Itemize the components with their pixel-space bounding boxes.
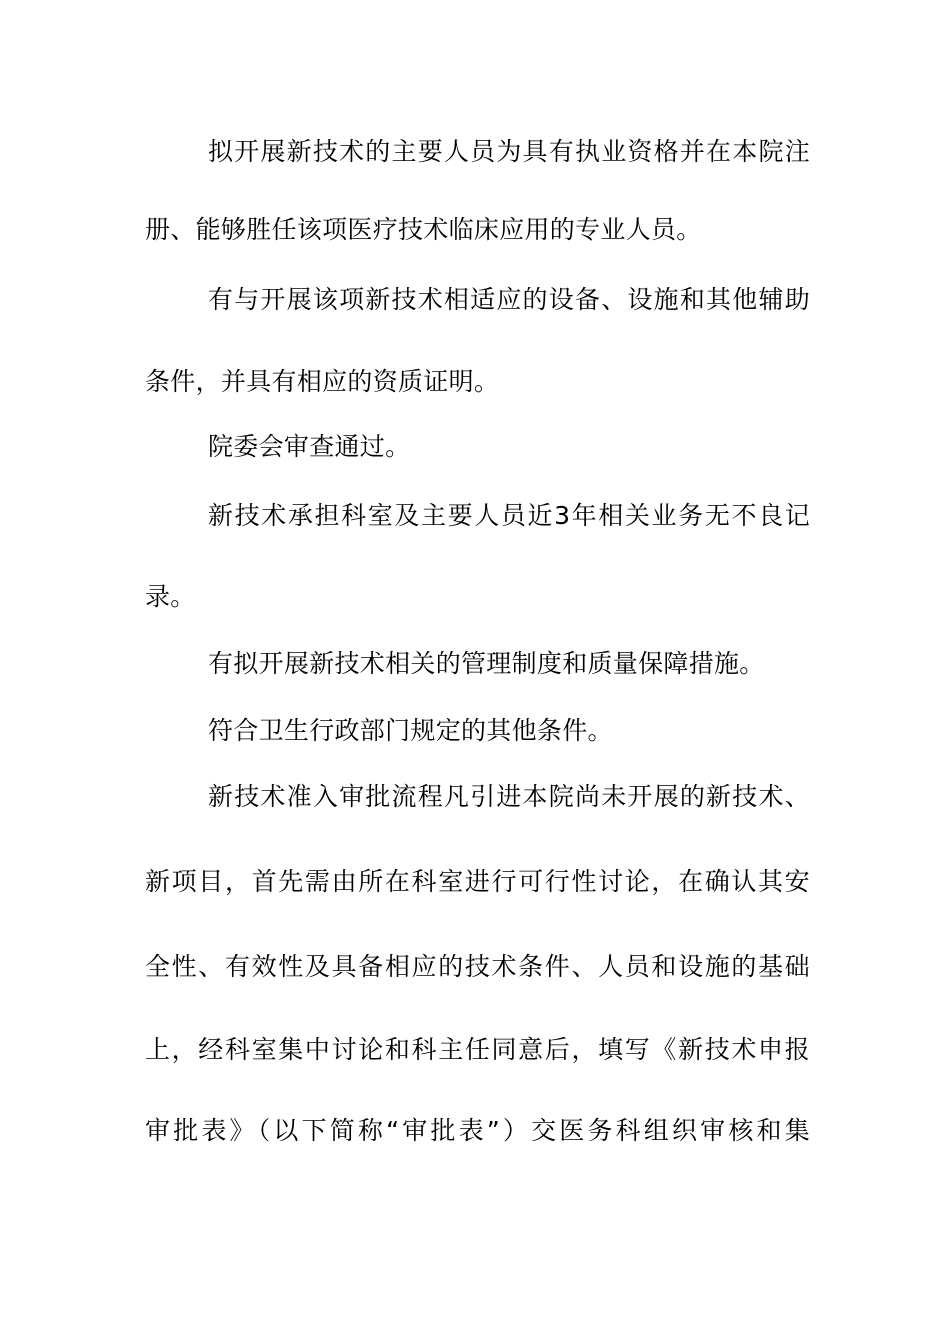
paragraph-line: 全性、有效性及具备相应的技术条件、人员和设施的基础 — [145, 952, 810, 981]
paragraph-line: 审批表》（以下简称“审批表”）交医务科组织审核和集 — [145, 1116, 810, 1145]
paragraph-line: 院委会审查通过。 — [208, 432, 411, 461]
paragraph-line: 新项目，首先需由所在科室进行可行性讨论，在确认其安 — [145, 867, 810, 896]
paragraph-line: 条件，并具有相应的资质证明。 — [145, 367, 500, 396]
paragraph-line: 录。 — [145, 582, 196, 611]
paragraph-line: 新技术准入审批流程凡引进本院尚未开展的新技术、 — [208, 782, 810, 811]
paragraph-line: 册、能够胜任该项医疗技术临床应用的专业人员。 — [145, 215, 702, 244]
paragraph-line: 上，经科室集中讨论和科主任同意后，填写《新技术申报 — [145, 1035, 810, 1064]
paragraph-line: 符合卫生行政部门规定的其他条件。 — [208, 716, 613, 745]
paragraph-line: 有拟开展新技术相关的管理制度和质量保障措施。 — [208, 649, 765, 678]
paragraph-line: 有与开展该项新技术相适应的设备、设施和其他辅助 — [208, 285, 810, 314]
paragraph-line: 拟开展新技术的主要人员为具有执业资格并在本院注 — [208, 137, 810, 166]
paragraph-line: 新技术承担科室及主要人员近3年相关业务无不良记 — [208, 501, 810, 530]
